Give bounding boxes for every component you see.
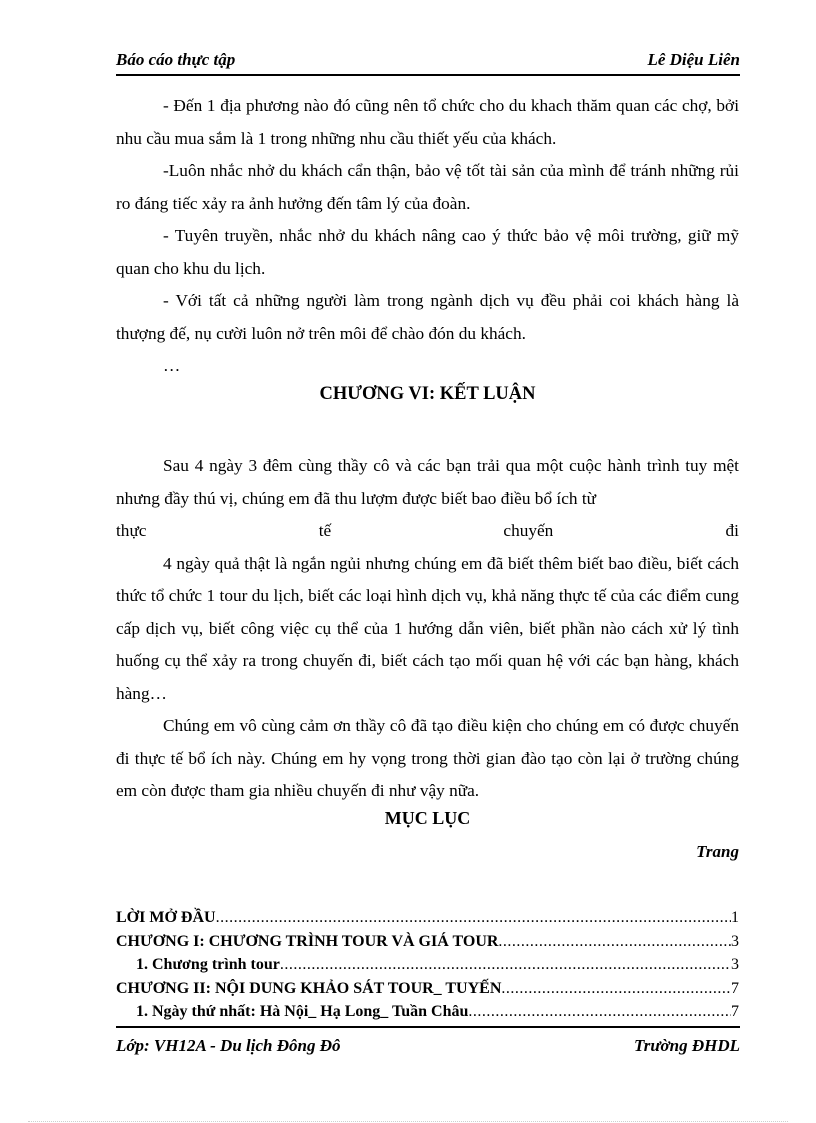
paragraph: Sau 4 ngày 3 đêm cùng thầy cô và các bạn trải qua một cuộc hành trình tuy mệt nhưng đầy thú vị, chúng em đã thu lượm được biết bao điều bổ ích từ — [116, 456, 739, 508]
conclusion-section — [116, 450, 739, 808]
paragraph: 4 ngày quả thật là ngắn ngủi nhưng chúng em đã biết thêm biết bao điều, biết cách thức tổ chức 1 tour du lịch, biết các loại hình dịch vụ, khả năng thực tế của các điểm cung cấp dịch vụ, biết công việc cụ thể của 1 hướng dẫn viên, biết phần nào cách xử lý tình huống cụ thể xảy ra trong chuyến đi, biết cách tạo mối quan hệ với các bạn hàng, khách hàng… — [116, 553, 739, 703]
toc-entry[interactable] — [116, 930, 739, 954]
footer-university: Trường ĐHDL — [633, 1036, 740, 1055]
spread-line — [116, 515, 739, 548]
toc-entry[interactable] — [116, 953, 739, 977]
toc-leader — [280, 953, 731, 977]
toc-entry-page: 3 — [731, 932, 739, 950]
toc-entry[interactable] — [116, 977, 739, 1001]
toc-leader — [501, 977, 731, 1001]
table-of-contents — [116, 906, 739, 1024]
footer-class-name: Lớp: VH12A - Du lịch Đông Đô — [116, 1036, 341, 1055]
toc-title: MỤC LỤC — [384, 808, 471, 828]
paragraph: - Với tất cả những người làm trong ngành dịch vụ đều phải coi khách hàng là thượng đế, nụ cười luôn nở trên môi để chào đón du khách. — [116, 291, 739, 343]
header-report-title: Báo cáo thực tập — [116, 50, 236, 69]
page-bottom-divider — [28, 1121, 788, 1122]
paragraph: - Tuyên truyền, nhắc nhở du khách nâng cao ý thức bảo vệ môi trường, giữ mỹ quan cho khu du lịch. — [116, 226, 739, 278]
recommendations-section — [116, 90, 739, 382]
paragraph: - Đến 1 địa phương nào đó cũng nên tổ chức cho du khach thăm quan các chợ, bởi nhu cầu mua sắm là 1 trong những nhu cầu thiết yếu của khách. — [116, 96, 739, 148]
toc-entry-title: 1. Ngày thứ nhất: Hà Nội_ Hạ Long_ Tuần Châu — [136, 1003, 469, 1020]
toc-entry-title: CHƯƠNG II: NỘI DUNG KHẢO SÁT TOUR_ TUYẾN — [116, 979, 502, 997]
ellipsis: … — [163, 356, 181, 375]
toc-entry[interactable] — [116, 906, 739, 930]
word: thực — [116, 521, 147, 540]
toc-entry-page: 3 — [731, 956, 739, 973]
word: chuyến — [503, 521, 554, 540]
page-header — [116, 50, 740, 76]
paragraph: Chúng em vô cùng cảm ơn thầy cô đã tạo điều kiện cho chúng em có được chuyến đi thực tế bổ ích này. Chúng em hy vọng trong thời gian đào tạo còn lại ở trường chúng em còn được tham gia nhiều chuyến đi như vậy nữa. — [116, 716, 739, 800]
toc-entry[interactable] — [116, 1000, 739, 1024]
toc-entry-title: 1. Chương trình tour — [136, 956, 280, 973]
paragraph: -Luôn nhắc nhở du khách cẩn thận, bảo vệ tốt tài sản của mình để tránh những rủi ro đáng tiếc xảy ra ảnh hưởng đến tâm lý của đoàn. — [116, 161, 739, 213]
header-author-name: Lê Diệu Liên — [647, 50, 740, 69]
toc-entry-page: 1 — [731, 909, 739, 926]
toc-entry-title: CHƯƠNG I: CHƯƠNG TRÌNH TOUR VÀ GIÁ TOUR — [116, 932, 499, 950]
toc-leader — [216, 906, 731, 930]
toc-entry-page: 7 — [731, 979, 739, 997]
toc-page-label: Trang — [696, 842, 739, 861]
word: tế — [318, 521, 332, 540]
page-footer — [116, 1026, 740, 1055]
toc-leader — [468, 1000, 731, 1024]
chapter-title: CHƯƠNG VI: KẾT LUẬN — [319, 384, 536, 404]
toc-entry-page: 7 — [731, 1003, 739, 1020]
toc-leader — [498, 930, 731, 954]
toc-entry-title: LỜI MỞ ĐẦU — [116, 909, 216, 926]
word: đi — [725, 521, 739, 540]
